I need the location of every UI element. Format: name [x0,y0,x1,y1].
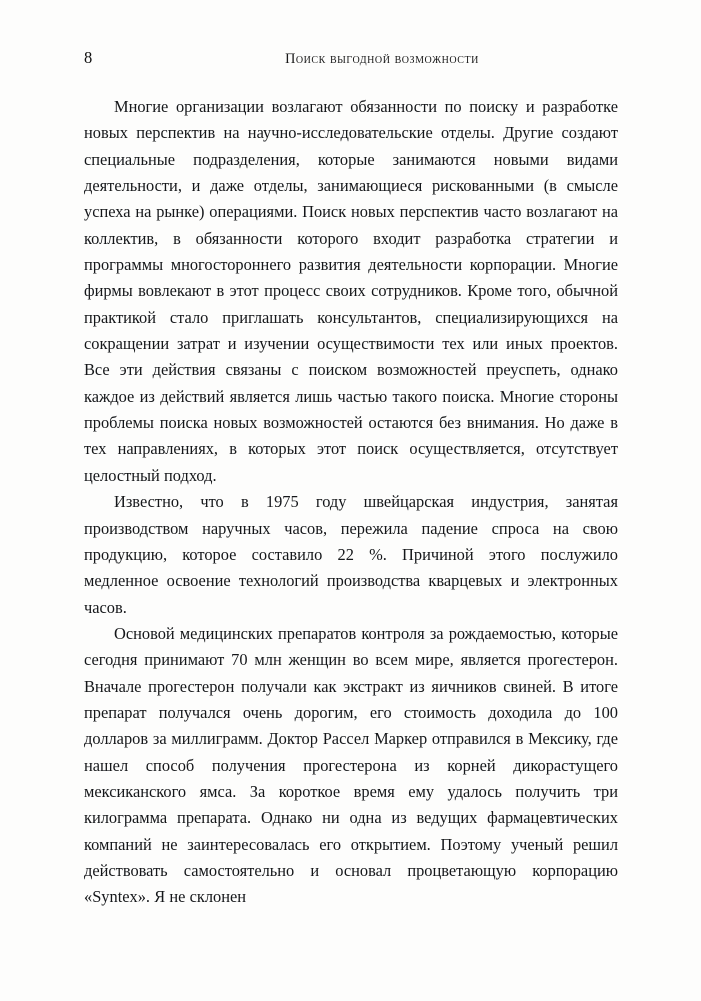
page-content-area [84,48,618,911]
chapter-title: Поиск выгодной возможности [285,51,479,67]
paragraph: Многие организации возлагают обязанности по поиску и разработке новых перспектив на научно-исследовательские отделы. Другие создают специальные подразделения, которые занимаются новыми видами деятельности, и даже отделы, занимающиеся рискованными (в смысле успеха на рынке) операциями. Поиск новых перспектив часто возлагают на коллектив, в обязанности которого входит разработка стратегии и программы многостороннего развития деятельности корпорации. Многие фирмы вовлекают в этот процесс своих сотрудников. Кроме того, обычной практикой стало приглашать консультантов, специализирующихся на сокращении затрат и изучении осуществимости тех или иных проектов. Все эти действия связаны с поиском возможностей преуспеть, однако каждое из действий является лишь частью такого поиска. Многие стороны проблемы поиска новых возможностей остаются без внимания. Но даже в тех направлениях, в которых этот поиск осуществляется, отсутствует целостный подход. [84,97,618,485]
paragraph: Известно, что в 1975 году швейцарская индустрия, занятая производством наручных часов, пережила падение спроса на свою продукцию, которое составило 22 %. Причиной этого послужило медленное освоение технологий производства кварцевых и электронных часов. [84,492,618,617]
running-head [84,48,618,74]
paragraph: Основой медицинских препаратов контроля за рождаемостью, которые сегодня принимают 70 млн женщин во всем мире, является прогестерон. Вначале прогестерон получали как экстракт из яичников свиней. В итоге препарат получался очень дорогим, его стоимость доходила до 100 долларов за миллиграмм. Доктор Рассел Маркер отправился в Мексику, где нашел способ получения прогестерона из корней дикорастущего мексиканского ямса. За короткое время ему удалось получить три килограмма препарата. Однако ни одна из ведущих фармацевтических компаний не заинтересовалась его открытием. Поэтому ученый решил действовать самостоятельно и основал процветающую корпорацию «Syntex». Я не склонен [84,623,618,907]
page-number: 8 [84,48,93,67]
body-text [84,94,618,911]
